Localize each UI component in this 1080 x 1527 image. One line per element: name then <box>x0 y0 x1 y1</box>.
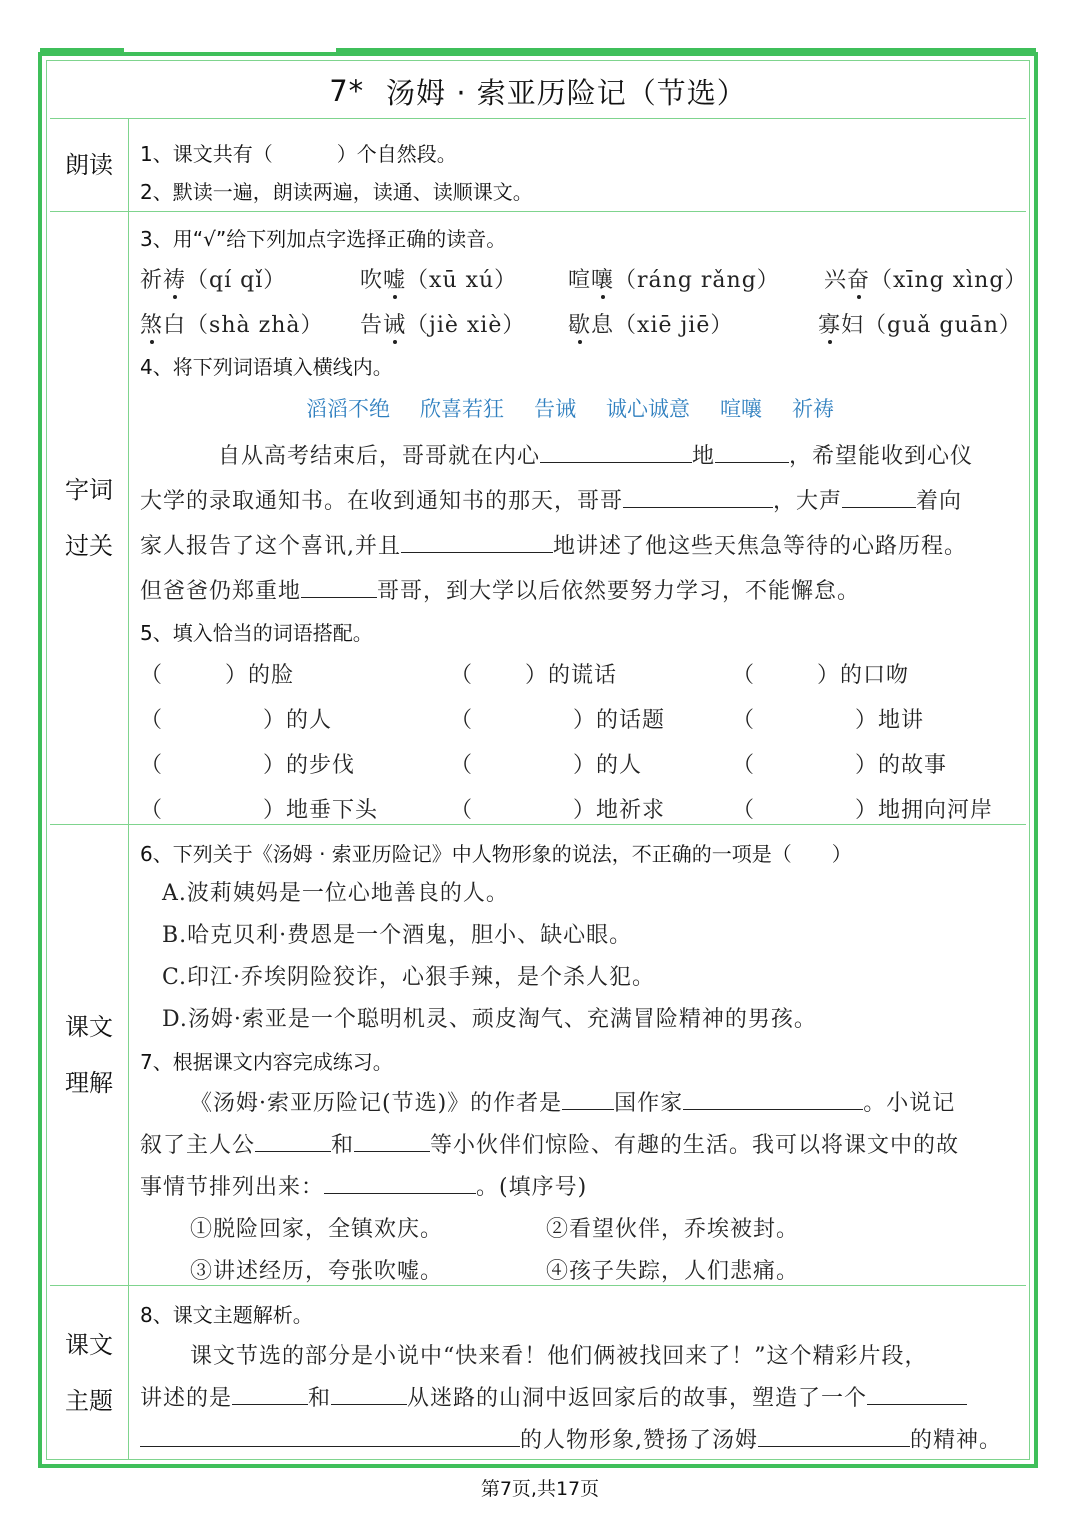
fill-paragraph-line: 家人报告了这个喜讯,并且 地讲述了他这些天焦急等待的心路历程。 <box>140 534 968 559</box>
event-item: ③讲述经历，夸张吹嘘。 <box>190 1259 444 1284</box>
section-zici <box>50 211 1026 825</box>
pinyin-item: 煞白（shà zhà） <box>140 313 324 338</box>
section-kewen-lijie <box>50 824 1026 1286</box>
lesson-title: 汤姆 · 索亚历险记（节选） <box>386 75 747 110</box>
fill-paragraph-line: 叙了主人公 和 等小伙伴们惊险、有趣的生活。我可以将课文中的故 <box>140 1133 960 1158</box>
fill-paragraph-line: 的人物形象,赞扬了汤姆 的精神。 <box>140 1423 1002 1454</box>
pinyin-item: 祈祷（qí qǐ） <box>140 268 287 293</box>
question-8-prompt: 8、课文主题解析。 <box>140 1303 313 1327</box>
pinyin-item: 歇息（xiē jiē） <box>568 313 734 338</box>
collocation-item: （ ）的步伐 <box>140 753 356 778</box>
section-langdu <box>50 118 1026 212</box>
collocation-item: （ ）的人 <box>140 708 333 733</box>
page-title <box>50 64 1026 119</box>
question-1: 1、课文共有（ ）个自然段。 <box>140 142 457 166</box>
fill-paragraph-line: 但爸爸仍郑重地 哥哥，到大学以后依然要努力学习，不能懈怠。 <box>140 579 861 604</box>
fill-paragraph-line: 大学的录取通知书。在收到通知书的那天，哥哥 ，大声 着向 <box>140 489 963 514</box>
section-label: 课文 主题 <box>50 1285 129 1460</box>
fill-paragraph-line: 《汤姆·索亚历险记(节选)》的作者是 国作家 。小说记 <box>190 1091 956 1116</box>
option-c: C.印江·乔埃阴险狡诈，心狠手辣，是个杀人犯。 <box>162 965 656 990</box>
section-kewen-zhuti <box>50 1285 1026 1460</box>
fill-paragraph-line: 自从高考结束后，哥哥就在内心 地 ，希望能收到心仪 <box>218 444 974 469</box>
fill-paragraph-line: 事情节排列出来： 。(填序号) <box>140 1175 588 1200</box>
section-label: 字词 过关 <box>50 211 129 824</box>
fill-paragraph-line: 课文节选的部分是小说中“快来看！他们俩被找回来了！”这个精彩片段， <box>190 1344 928 1369</box>
word-bank: 滔滔不绝 欣喜若狂 告诫 诚心诚意 喧嚷 祈祷 <box>306 397 834 421</box>
pinyin-item: 告诫（jiè xiè） <box>360 313 526 338</box>
page-number: 第7页,共17页 <box>480 1478 600 1500</box>
lesson-number: 7* <box>329 74 365 108</box>
question-4-prompt: 4、将下列词语填入横线内。 <box>140 355 393 379</box>
option-a: A.波莉姨妈是一位心地善良的人。 <box>162 881 509 906</box>
section-label: 朗读 <box>50 118 129 211</box>
collocation-item: （ ）地拥向河岸 <box>732 798 994 823</box>
pinyin-item: 喧嚷（ráng rǎng） <box>568 268 780 293</box>
pinyin-item: 寡妇（guǎ guān） <box>818 313 1022 338</box>
option-b: B.哈克贝利·费恩是一个酒鬼，胆小、缺心眼。 <box>162 923 633 948</box>
event-item: ①脱险回家，全镇欢庆。 <box>190 1217 444 1242</box>
collocation-item: （ ）的话题 <box>450 708 666 733</box>
section-label: 课文 理解 <box>50 824 129 1285</box>
option-d: D.汤姆·索亚是一个聪明机灵、顽皮淘气、充满冒险精神的男孩。 <box>162 1007 817 1032</box>
fill-paragraph-line: 讲述的是 和 从迷路的山洞中返回家后的故事，塑造了一个 <box>140 1381 967 1412</box>
collocation-item: （ ）的口吻 <box>732 663 910 688</box>
question-7-prompt: 7、根据课文内容完成练习。 <box>140 1050 393 1074</box>
pinyin-item: 吹嘘（xū xú） <box>360 268 518 293</box>
question-2: 2、默读一遍，朗读两遍，读通、读顺课文。 <box>140 180 533 204</box>
pinyin-item: 兴奋（xīng xìng） <box>824 268 1028 293</box>
event-item: ②看望伙伴，乔埃被封。 <box>546 1217 800 1242</box>
collocation-item: （ ）的谎话 <box>450 663 618 688</box>
collocation-item: （ ）地讲 <box>732 708 925 733</box>
question-3-prompt: 3、用“√”给下列加点字选择正确的读音。 <box>140 227 507 251</box>
collocation-item: （ ）的脸 <box>140 663 295 688</box>
collocation-item: （ ）的故事 <box>732 753 948 778</box>
worksheet <box>38 52 1038 1468</box>
question-5-prompt: 5、填入恰当的词语搭配。 <box>140 621 373 645</box>
collocation-item: （ ）地垂下头 <box>140 798 379 823</box>
collocation-item: （ ）的人 <box>450 753 643 778</box>
collocation-item: （ ）地祈求 <box>450 798 666 823</box>
question-6-prompt: 6、下列关于《汤姆 · 索亚历险记》中人物形象的说法，不正确的一项是（ ） <box>140 842 852 866</box>
event-item: ④孩子失踪，人们悲痛。 <box>546 1259 800 1284</box>
